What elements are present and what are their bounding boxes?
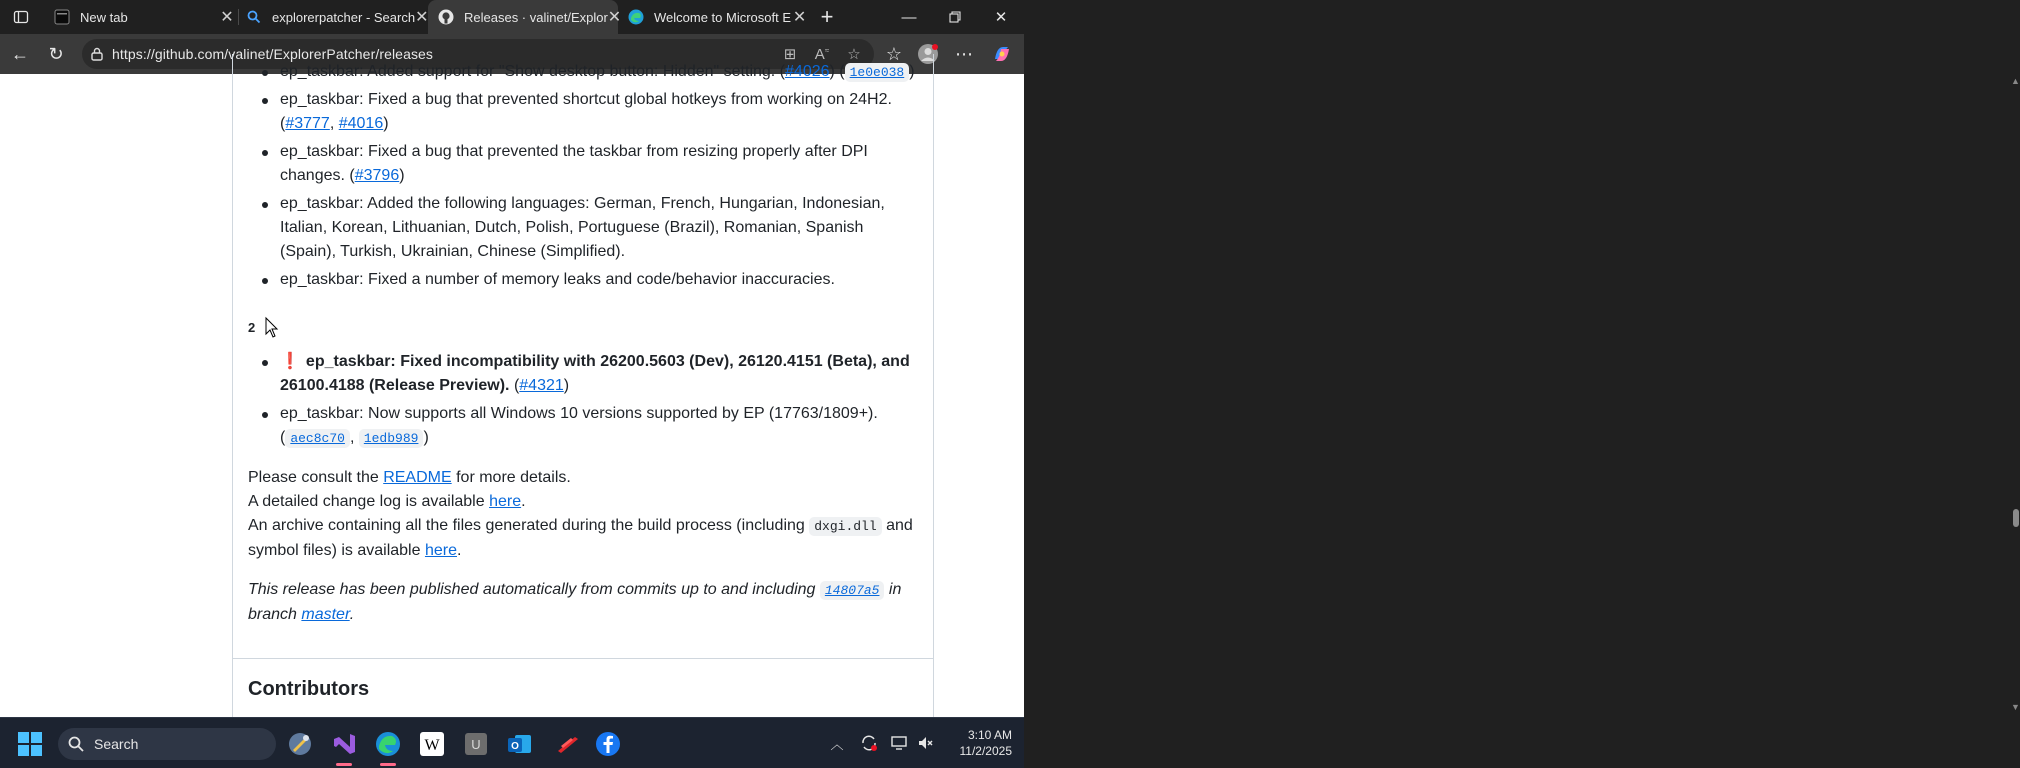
taskbar-app[interactable] bbox=[282, 726, 318, 762]
close-icon[interactable]: ✕ bbox=[220, 9, 234, 26]
clock-date: 11/2/2025 bbox=[959, 744, 1012, 758]
taskbar-app[interactable] bbox=[370, 726, 406, 762]
taskbar-app[interactable] bbox=[590, 726, 626, 762]
windows-taskbar bbox=[0, 717, 1024, 768]
close-icon[interactable]: ✕ bbox=[415, 9, 429, 26]
list-item-text: ep_taskbar: Now supports all Windows 10 versions supported by EP (17763/1809+). ( bbox=[280, 405, 878, 446]
utility-app-icon bbox=[286, 730, 314, 758]
visual-studio-icon bbox=[330, 730, 358, 758]
section-number: 2 bbox=[248, 320, 256, 335]
paragraph-text: Please consult the bbox=[248, 469, 384, 486]
url-text[interactable]: https://github.com/valinet/ExplorerPatcher/releases bbox=[112, 46, 434, 62]
close-icon[interactable]: ✕ bbox=[607, 9, 622, 26]
list-item-text: ) bbox=[909, 63, 915, 80]
close-icon[interactable]: ✕ bbox=[792, 9, 807, 26]
scrollbar-thumb[interactable] bbox=[2013, 509, 2019, 527]
tab-new-tab[interactable] bbox=[44, 0, 238, 34]
system-clock[interactable] bbox=[944, 727, 1012, 759]
release-notes-top bbox=[248, 60, 918, 89]
paragraph-text: An archive containing all the files generated during the build process (including bbox=[248, 517, 810, 534]
paragraph-text: A detailed change log is available bbox=[248, 493, 490, 510]
taskbar-app[interactable] bbox=[502, 726, 538, 762]
utility-icon bbox=[463, 731, 489, 757]
list-item-text: ep_taskbar: Fixed a number of memory leaks and code/behavior inaccuracies. bbox=[280, 271, 835, 288]
copilot-button[interactable] bbox=[988, 40, 1016, 68]
show-hidden-icons-button[interactable] bbox=[826, 732, 848, 754]
taskbar-app[interactable] bbox=[414, 726, 450, 762]
tab-title: explorerpatcher - Search bbox=[272, 9, 416, 25]
facebook-icon bbox=[594, 730, 622, 758]
release-notes-list bbox=[248, 88, 918, 296]
restore-icon bbox=[949, 11, 961, 23]
read-aloud-icon[interactable]: A≈ bbox=[814, 45, 830, 63]
taskbar-app[interactable] bbox=[458, 726, 494, 762]
paragraph-text: . bbox=[349, 606, 355, 623]
new-tab-button[interactable] bbox=[813, 0, 841, 34]
paragraph-text: This release has been published automatically from commits up to and including bbox=[248, 581, 820, 598]
list-item-text: ) bbox=[399, 167, 405, 184]
sync-status-icon[interactable] bbox=[858, 732, 880, 754]
volume-muted-icon[interactable] bbox=[914, 732, 936, 754]
tab-releases[interactable] bbox=[428, 0, 622, 34]
commit-link[interactable] bbox=[359, 429, 424, 446]
changelog-link[interactable]: here bbox=[489, 493, 522, 510]
paragraph-text: for more details. bbox=[451, 469, 571, 486]
readme-line bbox=[248, 466, 918, 490]
list-item-text: ( bbox=[509, 377, 520, 394]
settings-more-button[interactable] bbox=[950, 40, 978, 68]
list-item-text: ) bbox=[563, 377, 570, 394]
browser-tabstrip bbox=[0, 0, 1024, 34]
refresh-button[interactable] bbox=[42, 40, 70, 68]
list-item bbox=[248, 192, 918, 264]
paragraph-text: and symbol files) is available bbox=[248, 517, 913, 559]
start-button[interactable] bbox=[18, 732, 42, 756]
list-item-text: ep_taskbar: Fixed a bug that prevented the taskbar from resizing properly after DPI changes. ( bbox=[280, 143, 868, 184]
github-icon bbox=[438, 9, 454, 25]
list-item-text: ep_taskbar: Fixed incompatibility with 26200.5603 (Dev), 26120.4151 (Beta), and 26100.4188 (Release Preview). bbox=[280, 353, 910, 394]
paragraph-text: . bbox=[521, 493, 526, 510]
app-available-icon[interactable]: ⊞ bbox=[783, 46, 797, 63]
list-item: ep_taskbar: Fixed a bug that prevented shortcut global hotkeys from working on 24H2. (#3777, #4016) bbox=[248, 88, 918, 136]
taskbar-search[interactable] bbox=[58, 728, 276, 760]
restore-button[interactable] bbox=[932, 0, 978, 34]
outlook-icon bbox=[506, 730, 534, 758]
release-footer-text bbox=[248, 466, 918, 563]
list-item-text: ep_taskbar: Added support for "Show desktop button: Hidden" setting. ( bbox=[280, 63, 786, 80]
tab-title: New tab bbox=[80, 9, 128, 25]
scroll-up-icon[interactable]: ▲ bbox=[2011, 76, 2020, 86]
display-icon[interactable] bbox=[888, 732, 910, 754]
close-window-button[interactable] bbox=[978, 0, 1024, 34]
favorite-star-icon[interactable]: ☆ bbox=[847, 46, 861, 63]
mouse-cursor-icon bbox=[265, 317, 279, 339]
plus-icon: + bbox=[820, 4, 834, 29]
list-item bbox=[248, 140, 918, 188]
archive-line bbox=[248, 514, 918, 563]
tab-welcome-edge[interactable] bbox=[618, 0, 808, 34]
refresh-icon: ↻ bbox=[48, 43, 64, 64]
svg-text:W: W bbox=[424, 737, 440, 754]
edge-icon bbox=[628, 9, 644, 25]
taskbar-app[interactable] bbox=[550, 726, 586, 762]
minimize-button[interactable] bbox=[886, 0, 932, 34]
page-scrollbar[interactable] bbox=[1004, 74, 2020, 717]
more-icon: ⋯ bbox=[955, 43, 973, 64]
inline-code: dxgi.dll bbox=[809, 517, 881, 536]
edge-icon bbox=[374, 730, 402, 758]
paragraph-text: . bbox=[456, 542, 462, 559]
archive-link[interactable]: here bbox=[424, 542, 457, 559]
clock-time: 3:10 AM bbox=[967, 728, 1012, 742]
readme-link[interactable]: README bbox=[383, 469, 452, 486]
commit-link[interactable] bbox=[845, 63, 910, 80]
changelog-line bbox=[248, 490, 918, 514]
commit-link[interactable] bbox=[285, 429, 350, 446]
scroll-down-icon[interactable]: ▼ bbox=[2011, 702, 2020, 712]
favorites-icon: ☆ bbox=[885, 43, 903, 64]
tab-title: Welcome to Microsoft E bbox=[654, 9, 792, 25]
commit-hash: 1edb989 bbox=[359, 429, 424, 448]
svg-text:O: O bbox=[511, 741, 519, 752]
list-item bbox=[248, 350, 918, 398]
taskbar-app[interactable] bbox=[326, 726, 362, 762]
list-item-text: ep_taskbar: Fixed a bug that prevented shortcut global hotkeys from working on 24H2. ( bbox=[280, 91, 892, 132]
tab-actions-button[interactable] bbox=[0, 0, 42, 34]
back-button[interactable] bbox=[6, 40, 34, 68]
commit-hash: aec8c70 bbox=[285, 429, 350, 448]
exclamation-icon: ❗ bbox=[280, 353, 300, 370]
release-notes-list-2 bbox=[248, 350, 918, 455]
commit-hash: 14807a5 bbox=[820, 581, 885, 600]
close-icon: ✕ bbox=[994, 9, 1008, 26]
branch-link[interactable]: master bbox=[301, 606, 350, 623]
arrow-left-icon: ← bbox=[11, 43, 29, 64]
list-item-text: ) bbox=[383, 115, 389, 132]
chevron-up-icon: ︿ bbox=[830, 736, 844, 752]
tab-title: Releases · valinet/Explor bbox=[464, 9, 608, 25]
tab-actions-icon bbox=[13, 9, 29, 25]
section-divider bbox=[232, 658, 934, 659]
list-item bbox=[248, 60, 918, 85]
list-item-text: ep_taskbar: Added the following languages: German, French, Hungarian, Indonesian, Italian, Korean, Lithuanian, Dutch, Polish, Portuguese (Brazil), Romanian, Spanish (Spain), Turkish, Ukrainian, Chinese (Simplified). bbox=[280, 195, 885, 260]
wikipedia-icon bbox=[418, 730, 446, 758]
issue-link[interactable]: #3777 bbox=[285, 115, 330, 132]
media-icon bbox=[555, 731, 581, 757]
minimize-icon: — bbox=[901, 8, 917, 26]
search-label: Search bbox=[94, 736, 139, 752]
list-item bbox=[248, 268, 918, 292]
copilot-icon bbox=[991, 43, 1013, 65]
issue-link[interactable]: #4016 bbox=[338, 115, 384, 132]
issue-link[interactable]: #4026 bbox=[785, 63, 830, 80]
commit-link[interactable] bbox=[820, 581, 885, 598]
tab-search[interactable] bbox=[236, 0, 428, 34]
search-icon bbox=[246, 9, 262, 25]
list-item-text: ) ( bbox=[829, 63, 845, 80]
newtab-icon bbox=[54, 9, 70, 25]
issue-link[interactable]: #3796 bbox=[354, 167, 400, 184]
list-item-text: ) bbox=[423, 429, 429, 446]
search-icon bbox=[58, 736, 94, 752]
lock-icon bbox=[82, 47, 112, 61]
published-note bbox=[248, 578, 918, 627]
svg-text:U: U bbox=[471, 737, 481, 752]
contributors-heading: Contributors bbox=[248, 678, 370, 700]
page-content bbox=[0, 63, 1024, 717]
paragraph-text: in branch bbox=[248, 581, 902, 623]
list-item: ep_taskbar: Now supports all Windows 10 versions supported by EP (17763/1809+). ( aec8c70 , 1edb989 ) bbox=[248, 402, 918, 451]
commit-hash: 1e0e038 bbox=[845, 63, 910, 82]
issue-link[interactable]: #4321 bbox=[519, 377, 564, 394]
